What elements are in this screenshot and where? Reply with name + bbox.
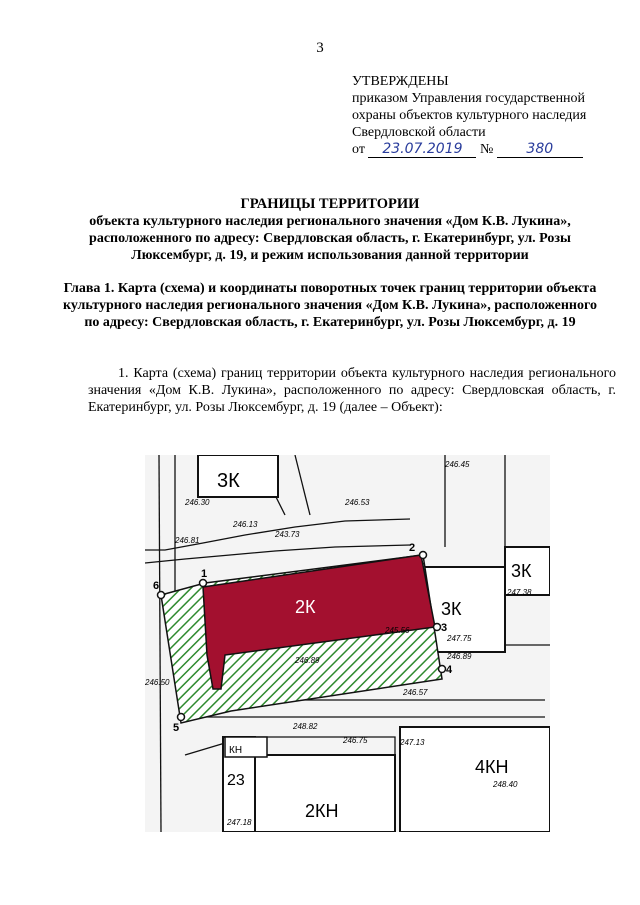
page-number: 3 <box>316 40 324 56</box>
boundary-map <box>145 455 550 832</box>
elevation-5: 243.73 <box>275 530 300 539</box>
chapter-title: Глава 1. Карта (схема) и координаты поворотных точек границ территории объекта культурного наследия регионального значения «Дом К.В. Лукина», расположенного по адресу: Свердловская область, г. Екатеринбург, ул. Розы Люксембург, д. 19 <box>63 281 597 330</box>
elevation-1: 246.45 <box>445 460 470 469</box>
elevation-9: 246.89 <box>447 652 472 661</box>
point-label-3: 3 <box>441 622 448 634</box>
building-label-23: 23 <box>227 772 245 789</box>
elevation-8: 247.75 <box>447 634 472 643</box>
elevation-7: 246.89 <box>295 656 320 665</box>
paragraph-1: 1. Карта (схема) границ территории объекта культурного наследия регионального значения «Дом К.В. Лукина», расположенного по адресу: Свердловская область, г. Екатеринбург, ул. Розы Люксембург, д. 19 (далее – Объект): <box>88 366 616 415</box>
point-label-1: 1 <box>201 568 208 580</box>
approval-date: 23.07.2019 <box>368 142 476 158</box>
elevation-10: 246.50 <box>145 678 170 687</box>
building-label-3k-top: 3К <box>217 470 240 492</box>
approval-line-1: приказом Управления государственной <box>352 91 586 106</box>
point-label-6: 6 <box>153 580 160 592</box>
document-title: ГРАНИЦЫ ТЕРРИТОРИИ <box>240 196 420 212</box>
document-subtitle: объекта культурного наследия регионального значения «Дом К.В. Лукина», расположенного по адресу: Свердловская область, г. Екатеринбург, ул. Розы Люксембург, д. 19, и режим использования данной территории <box>89 214 571 263</box>
building-label-4kn: 4КН <box>475 757 509 777</box>
elevation-6: 245.56 <box>385 626 410 635</box>
map-svg <box>145 455 550 832</box>
elevation-15: 247.18 <box>227 818 252 827</box>
building-label-3k-right: 3К <box>511 561 532 581</box>
building-label-kn: КН <box>229 745 243 756</box>
number-prefix: № <box>479 142 494 157</box>
elevation-12: 246.75 <box>343 736 368 745</box>
point-label-4: 4 <box>446 664 453 676</box>
elevation-2: 246.30 <box>185 498 210 507</box>
elevation-11: 248.82 <box>293 722 318 731</box>
approval-block <box>352 73 632 158</box>
approval-line-3: Свердловской области <box>352 125 486 140</box>
building-label-3k-mid: 3К <box>441 599 462 619</box>
building-label-2kn: 2КН <box>305 801 339 821</box>
approval-number: 380 <box>497 142 583 158</box>
elevation-16: 246.57 <box>403 688 428 697</box>
approval-line-2: охраны объектов культурного наследия <box>352 108 587 123</box>
building-label-2k: 2К <box>295 597 316 617</box>
date-prefix: от <box>352 142 365 157</box>
elevation-18: 246.13 <box>233 520 258 529</box>
point-label-5: 5 <box>173 722 180 734</box>
elevation-3: 246.53 <box>345 498 370 507</box>
elevation-14: 248.40 <box>493 780 518 789</box>
elevation-4: 246.81 <box>175 536 200 545</box>
elevation-17: 247.38 <box>507 588 532 597</box>
approval-date-line <box>352 141 632 158</box>
approval-title: УТВЕРЖДЕНЫ <box>352 74 449 89</box>
point-label-2: 2 <box>409 542 416 554</box>
elevation-13: 247.13 <box>400 738 425 747</box>
